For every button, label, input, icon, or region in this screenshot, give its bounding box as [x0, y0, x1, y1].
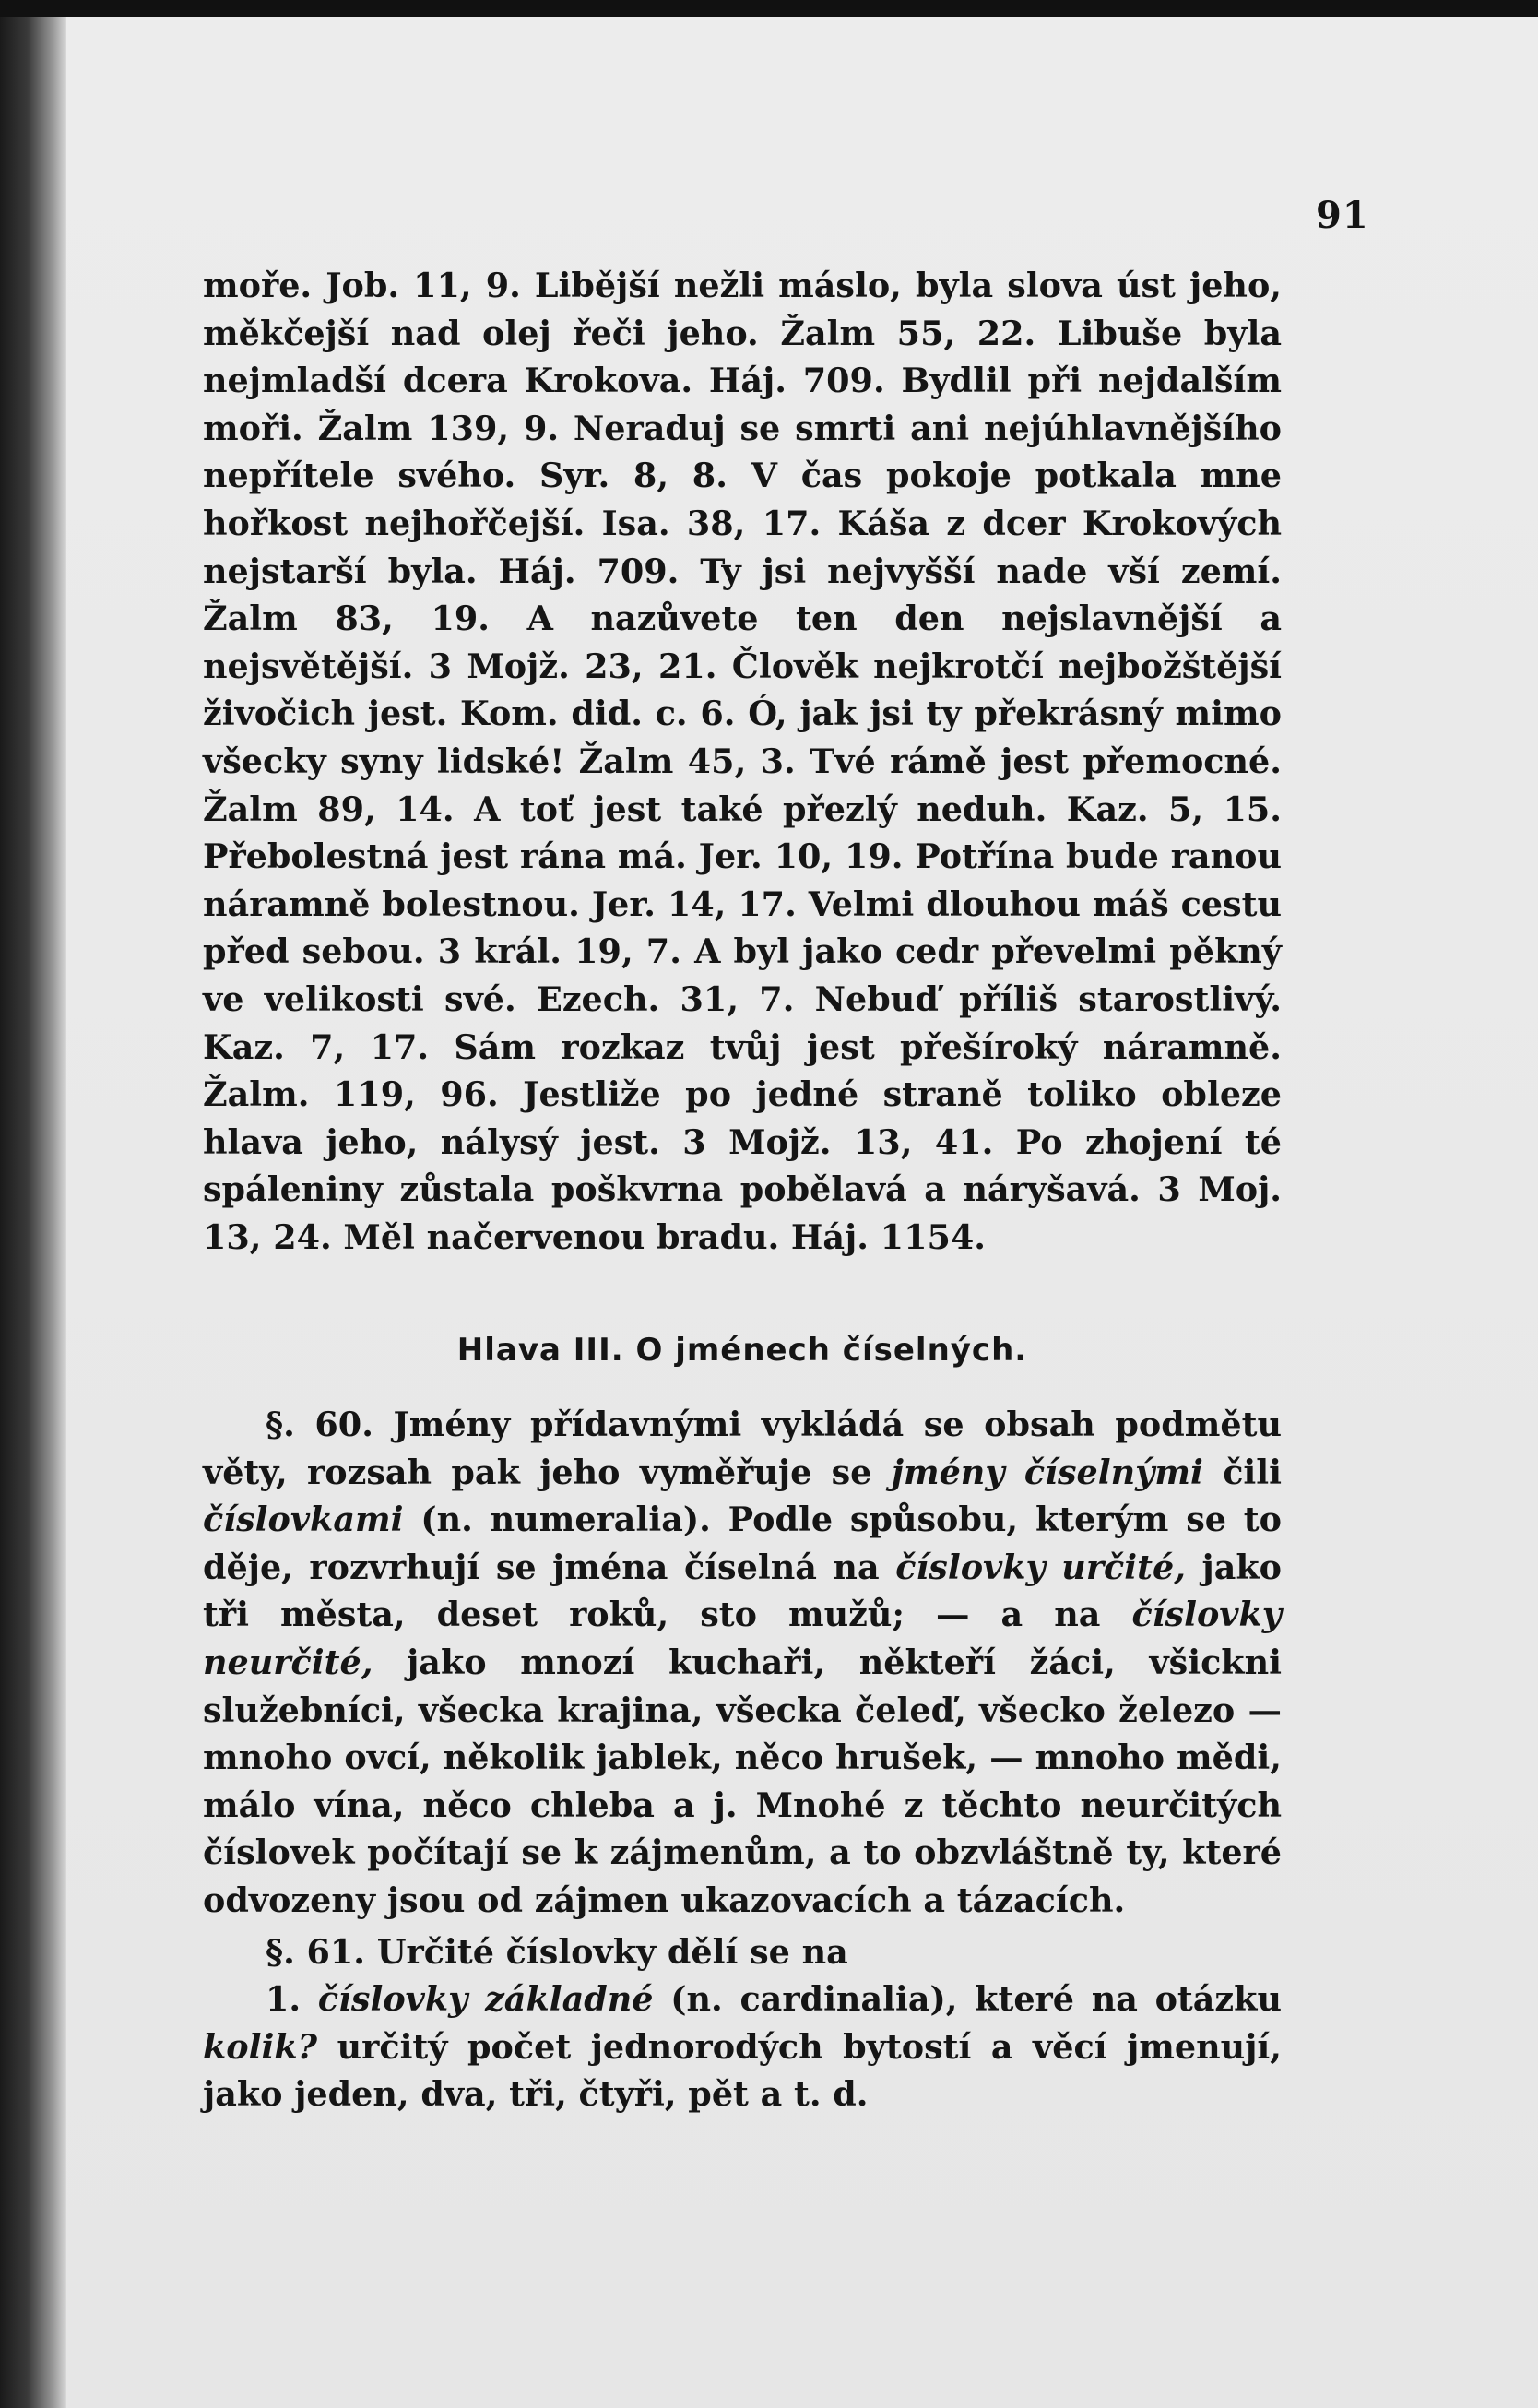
section-60-paragraph	[203, 1401, 1282, 1925]
continuation-paragraph: moře. Job. 11, 9. Libější nežli máslo, byla slova úst jeho, měkčejší nad olej řeči jeho. Žalm 55, 22. Libuše byla nejmladší dcera Krokova. Háj. 709. Bydlil při nejdalším moři. Žalm 139, 9. Neraduj se smrti ani nejúhlavnějšího nepřítele svého. Syr. 8, 8. V čas pokoje potkala mne hořkost nejhořčejší. Isa. 38, 17. Káša z dcer Krokových nejstarší byla. Háj. 709. Ty jsi nejvyšší nade vší zemí. Žalm 83, 19. A nazůvete ten den nejslavnější a nejsvětější. 3 Mojž. 23, 21. Člověk nejkrotčí nejbožštější živočich jest. Kom. did. c. 6. Ó, jak jsi ty překrásný mimo všecky syny lidské! Žalm 45, 3. Tvé rámě jest přemocné. Žalm 89, 14. A toť jest také přezlý neduh. Kaz. 5, 15. Přebolestná jest rána má. Jer. 10, 19. Potřína bude ranou náramně bolestnou. Jer. 14, 17. Velmi dlouhou máš cestu před sebou. 3 král. 19, 7. A byl jako cedr převelmi pěkný ve velikosti své. Ezech. 31, 7. Nebuď příliš starostlivý. Kaz. 7, 17. Sám rozkaz tvůj jest přešíroký náramně. Žalm. 119, 96. Jestliže po jedné straně toliko obleze hlava jeho, nálysý jest. 3 Mojž. 13, 41. Po zhojení té spáleniny zůstala poškvrna pobělavá a náryšavá. 3 Moj. 13, 24. Měl načervenou bradu. Háj. 1154.	[203, 266, 1282, 1257]
section-61-question: kolik?	[203, 2026, 318, 2067]
section-61-term: číslovky základné	[317, 1979, 654, 2020]
text-body	[203, 262, 1282, 2118]
section-61-item	[203, 1975, 1282, 2118]
section-60-text-part: jako tři města, deset roků, sto mužů; — a na	[203, 1547, 1283, 1635]
item-number: 1.	[266, 1979, 302, 2020]
section-61-intro: §. 61. Určité číslovky dělí se na	[266, 1931, 848, 1972]
section-60-term: číslovky určité,	[895, 1547, 1186, 1587]
section-61-text-part: určitý počet jednorodých bytostí a věcí jmenují, jako jeden, dva, tři, čtyři, pět a t. d.	[203, 2026, 1282, 2115]
page-number: 91	[1316, 194, 1369, 237]
section-60-term: jmény číselnými	[891, 1452, 1203, 1492]
section-60-text-part: §. 60. Jmény přídavnými vykládá se obsah podmětu věty, rozsah pak jeho vyměřuje se	[203, 1405, 1282, 1492]
chapter-heading: Hlava III. O jménech číselných.	[456, 1332, 1028, 1370]
section-60-text-part: jako mnozí kuchaři, někteří žáci, všickni služebníci, všecka krajina, všecka čeleď, všecko železo — mnoho ovcí, několik jablek, něco hrušek, — mnoho mědi, málo vína, něco chleba a j. Mnohé z těchto neurčitých číslovek počítají se k zájmenům, a to obzvláštně ty, které odvozeny jsou od zájmen ukazovacích a tázacích.	[203, 1643, 1282, 1920]
section-60-text-part: čili	[1223, 1452, 1283, 1492]
section-60-text-part: (n. numeralia). Podle spůsobu, kterým se to děje, rozvrhují se jména číselná na	[203, 1500, 1282, 1587]
section-61-text-part: (n. cardinalia), které na otázku	[670, 1979, 1282, 2020]
section-60-term: číslovky neurčité,	[203, 1595, 1282, 1683]
section-60-term: číslovkami	[203, 1500, 404, 1540]
